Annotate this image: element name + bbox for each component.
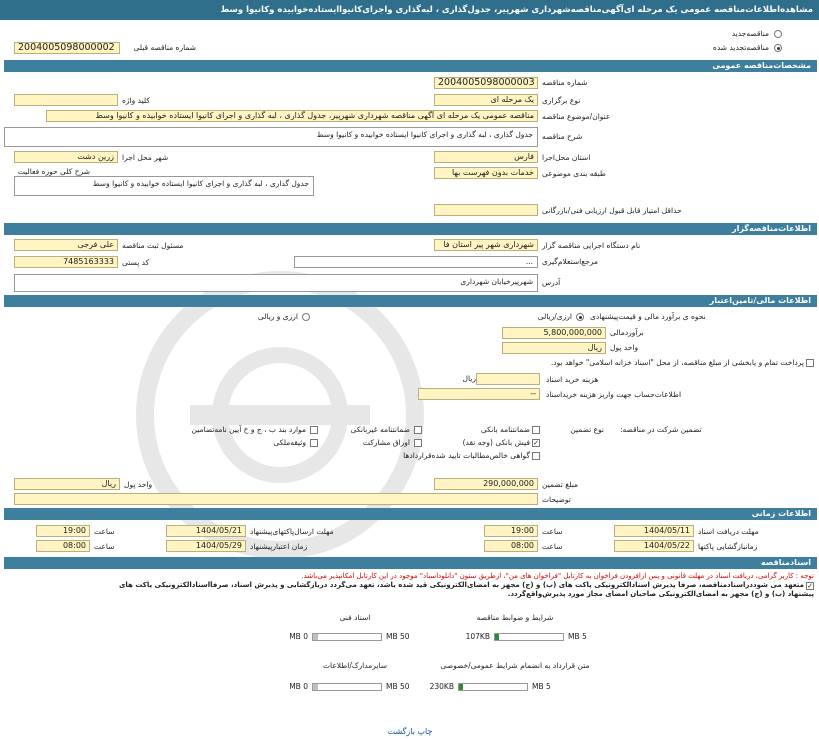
open-label: زمانبازگشایی پاکتها [698, 542, 758, 551]
doc2-used: 0 MB [289, 632, 308, 641]
send-date-field: 1404/05/21 [166, 525, 246, 537]
new-tender-label: مناقصه‌جدید [731, 29, 769, 38]
treasury-label: پرداخت تمام و یابخشی از مبلغ مناقصه، از محل "اسناد خزانه اسلامی" خواهد بود. [550, 358, 804, 367]
watermark-logo [130, 265, 430, 565]
g4-checkbox[interactable]: ✓ [533, 439, 539, 447]
keyword-label: کلید واژه [122, 96, 150, 105]
g3-label: موارد بند ب ، ج و خ آیین نامه‌تضامین [191, 425, 306, 434]
g7-label: گواهی خالص‌مطالبات تایید شده‌قراردادها [403, 451, 530, 460]
open-date-field: 1404/05/22 [614, 540, 694, 552]
renewed-tender-label: مناقصه‌تجدید شده [712, 43, 769, 52]
g6-label: وثیقه‌ملکی [273, 438, 306, 447]
doc3-used: 230KB [429, 682, 454, 691]
province-label: استان محل‌اجرا [542, 153, 591, 162]
category-label: طبقه بندی موضوعی [542, 169, 606, 178]
g6-checkbox[interactable] [310, 439, 318, 447]
org-label: نام دستگاه اجرایی مناقصه گزار [542, 241, 641, 250]
g1-checkbox[interactable] [532, 426, 540, 434]
doc4-progress [312, 683, 382, 691]
valid-date-field: 1404/05/29 [166, 540, 246, 552]
min-score-label: حداقل امتیاز قابل قبول ارزیابی فنی/بازرگانی [542, 206, 682, 215]
treasury-checkbox[interactable] [806, 359, 814, 367]
renewed-tender-radio[interactable] [774, 44, 782, 52]
min-score-field [434, 204, 538, 216]
section-financial: اطلاعات مالی/تامین‌اعتبار [4, 295, 817, 307]
amount-label: مبلغ تضمین [542, 480, 579, 489]
currency-label: واحد پول [610, 343, 639, 352]
address-box: شهرپیرخیابان شهرداری [14, 274, 538, 292]
open-time-label: ساعت [542, 542, 563, 551]
commit-text-1: متعهد می شوددراسنادمناقصه، صرفاً پذیرش اسنادالکترونیکی پاکت های (ب) و (ج) مجهز به امضای‌الکترونیکی قید شده باشد، تعهد می‌گردد دربازگشایی و پذیرش اسناد، صرفاًاسنادالکترونیکی پاکت های [119, 581, 804, 589]
recv-label: مهلت دریافت اسناد [698, 527, 759, 536]
province-field: فارس [434, 151, 538, 163]
g3-checkbox[interactable] [310, 426, 318, 434]
keyword-field [14, 94, 118, 106]
amount-currency-label: واحد پول [124, 480, 153, 489]
activity-label: شرح کلی حوزه فعالیت [17, 167, 90, 176]
section-timing: اطلاعات زمانی [4, 508, 817, 520]
doc2-progress [312, 633, 382, 641]
ref-field: ... [294, 256, 538, 268]
registrar-field: علی فرجی [14, 239, 118, 251]
valid-label: زمان اعتبارپیشنهاد [250, 542, 308, 551]
print-back-link[interactable]: چاپ بازگشت [387, 727, 433, 736]
doc3-progress [458, 683, 528, 691]
tender-desc-label: شرح مناقصه [542, 132, 583, 141]
account-label: اطلاعات‌حساب جهت واریز هزینه خریداسناد [546, 390, 682, 399]
recv-date-field: 1404/05/11 [614, 525, 694, 537]
city-label: شهر محل اجرا [122, 153, 169, 162]
category-field: خدمات بدون فهرست بها [434, 167, 538, 179]
notes-field [14, 493, 538, 505]
postal-field: 7485163333 [14, 256, 118, 268]
g4-label: فیش بانکی (وجه نقد) [462, 438, 530, 447]
g2-label: ضمانتنامه غیربانکی [350, 425, 410, 434]
section-organizer: اطلاعات‌مناقصه‌گزار [4, 223, 817, 235]
doc4-label: سایرمدارک/اطلاعات [322, 661, 388, 670]
page-title: مشاهده‌اطلاعات‌مناقصه عمومی یک مرحله ای‌آگهی‌مناقصه‌شهرداری شهرپیر، جدول‌گذاری ، لبه‌گذاری واجرای‌کانیواایستاده‌خوابیده وکانیوا وسط [0, 0, 819, 20]
doc4-progress-fill [313, 684, 318, 690]
amount-field: 290,000,000 [434, 478, 538, 490]
doc4-used: 0 MB [289, 682, 308, 691]
commit-checkbox[interactable]: ✓ [807, 582, 813, 590]
doc4-max: 50 MB [386, 682, 410, 691]
doc1-progress-fill [495, 634, 499, 640]
g5-label: اوراق مشارکت [362, 438, 410, 447]
registrar-label: مسئول ثبت مناقصه [122, 241, 184, 250]
estimate-label: برآوردمالی [610, 328, 644, 337]
g1-label: ضمانتنامه بانکی [480, 425, 530, 434]
doc1-max: 5 MB [568, 632, 587, 641]
city-field: زرین دشت [14, 151, 118, 163]
guarantee-label: تضمین شرکت در مناقصه: [620, 425, 702, 434]
section-general: مشخصات‌مناقصه عمومی [4, 60, 817, 72]
rial-radio[interactable] [576, 313, 584, 321]
doc3-label: متن قرارداد به انضمام شرایط عمومی/خصوصی [440, 661, 590, 670]
g2-checkbox[interactable] [414, 426, 422, 434]
tender-type-label: نوع برگزاری [542, 96, 581, 105]
rial-label: ارزی/ریالی [537, 312, 572, 321]
send-time-field: 19:00 [36, 525, 90, 537]
tender-type-field: یک مرحله ای [434, 94, 538, 106]
recv-time-field: 19:00 [484, 525, 538, 537]
ref-label: مرجع‌استعلام‌گیری [542, 257, 598, 266]
activity-box: جدول گذاری ، لبه گذاری و اجرای کانیوا ایستاده خوابیده و کانیوا وسط [14, 176, 314, 196]
amount-currency-field: ریال [14, 478, 120, 490]
doc-fee-field [476, 373, 540, 385]
prev-tender-number: 2004005098000002 [14, 42, 120, 54]
tender-title-label: عنوان/موضوع مناقصه [542, 112, 611, 121]
g5-checkbox[interactable] [414, 439, 422, 447]
tender-desc-box: جدول گذاری ، لبه گذاری و اجرای کانیوا ایستاده خوابیده و کانیوا وسط [4, 127, 538, 147]
new-tender-radio[interactable] [774, 30, 782, 38]
doc1-label: شرایط و ضوابط مناقصه [476, 613, 554, 622]
commit-text-2: پیشنهاد (ب) و (ج) مجهز به امضای‌الکترونیکی صاحبان امضای مجاز مورد پذیرش‌واقع‌گردد. [507, 590, 814, 598]
fx-radio[interactable] [302, 313, 310, 321]
send-label: مهلت ارسال‌پاکتهای‌پیشنهاد [250, 527, 334, 536]
recv-time-label: ساعت [542, 527, 563, 536]
org-field: شهرداری شهر پیر استان فا [434, 239, 538, 251]
docs-note: توجه : کاربر گرامی، دریافت اسناد در مهلت قانونی و پس ازافزودن فراخوان به کارتابل "فراخوان های من"، ازطریق ستون "دانلوداسناد" موجود در این کارتابل امکانپذیر می‌باشد. [301, 572, 814, 580]
doc-fee-label: هزینه خرید اسناد [546, 375, 599, 384]
doc3-max: 5 MB [532, 682, 551, 691]
account-field: -- [418, 388, 540, 400]
open-time-field: 08:00 [484, 540, 538, 552]
prev-tender-label: شماره مناقصه قبلی [133, 43, 196, 52]
doc2-progress-fill [313, 634, 318, 640]
address-label: آدرس [542, 278, 561, 287]
valid-time-label: ساعت [94, 542, 115, 551]
estimate-type-label: نحوه ی برآورد مالی و قیمت‌پیشنهادی [590, 312, 706, 321]
doc1-used: 107KB [465, 632, 490, 641]
doc3-progress-fill [459, 684, 463, 690]
send-time-label: ساعت [94, 527, 115, 536]
g7-checkbox[interactable] [532, 452, 540, 460]
guarantee-type-label: نوع تضمین [570, 425, 604, 434]
section-docs: اسنادمناقصه [4, 557, 817, 569]
fx-label: ارزی و ریالی [257, 312, 298, 321]
estimate-field: 5,800,000,000 [502, 327, 606, 339]
tender-title-field: مناقصه عمومی یک مرحله ای آگهی مناقصه شهرداری شهرپیر، جدول گذاری ، لبه گذاری و اجرای کانیوا ایستاده خوابیده و کانیوا وسط [46, 110, 538, 122]
currency-field: ریال [502, 342, 606, 354]
doc2-label: اسناد فنی [339, 613, 371, 622]
doc1-progress [494, 633, 564, 641]
tender-number-field: 2004005098000003 [434, 77, 538, 89]
doc2-max: 50 MB [386, 632, 410, 641]
valid-time-field: 08:00 [36, 540, 90, 552]
postal-label: کد پستی [122, 258, 150, 267]
doc-fee-unit: ریال [462, 374, 476, 383]
notes-label: توضیحات [542, 495, 571, 504]
tender-number-label: شماره مناقصه [542, 78, 588, 87]
